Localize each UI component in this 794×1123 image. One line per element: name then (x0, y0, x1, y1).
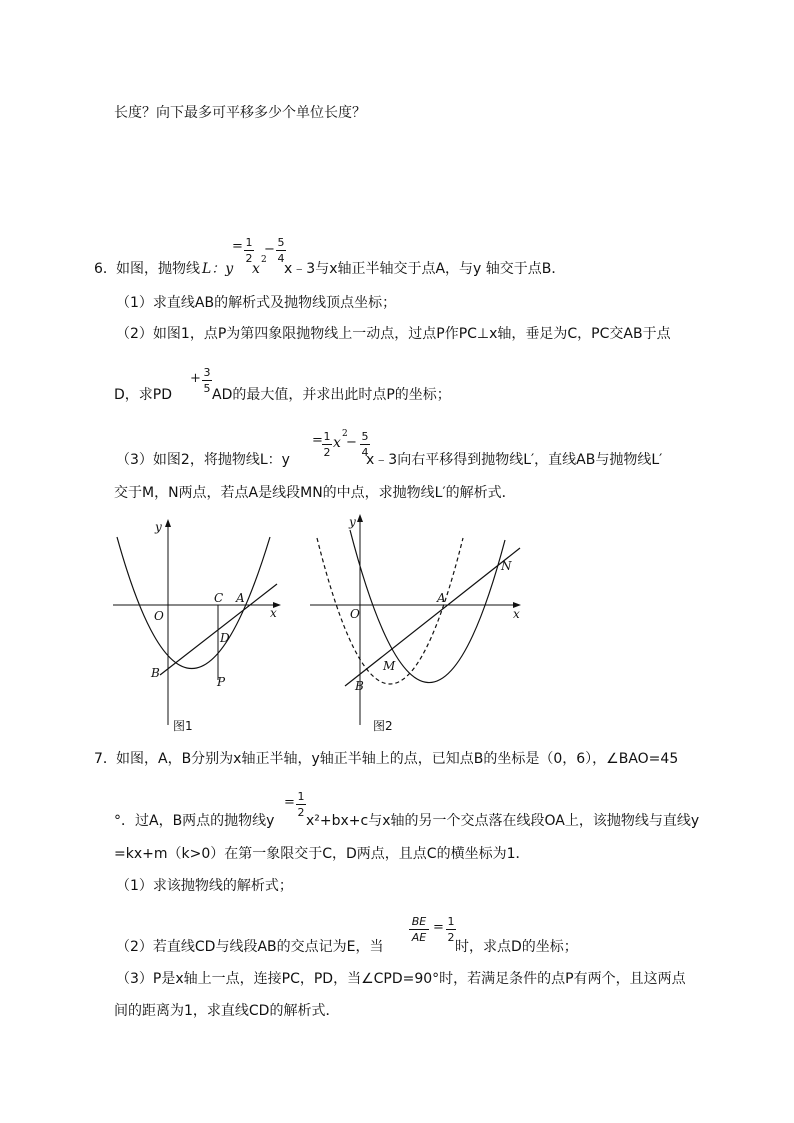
q6-part3-frac-half: 1 2 (323, 430, 331, 459)
fig1-label-x: x (270, 606, 277, 620)
fig2-label-x: x (513, 607, 520, 621)
q7-number: 7． (94, 751, 117, 767)
fig2-label-y: y (349, 515, 356, 529)
q6-part2-line1: （2）如图1，点P为第四象限抛物线上一动点，过点P作PC⊥x轴，垂足为C，PC交AB于点 (116, 326, 671, 342)
fig1-label-D: D (220, 631, 230, 645)
q7-line3: =kx+m（k>0）在第一象限交于C，D两点，且点C的横坐标为1． (114, 846, 530, 862)
q7-equals: = (284, 795, 295, 810)
fig2-y-arrow (357, 514, 363, 522)
top-text-line: 长度？向下最多可平移多少个单位长度？ (114, 105, 366, 121)
q6-frac-five-fourths: 5 4 (277, 236, 285, 265)
q6-part3-line1-a: （3）如图2，将抛物线L：y (116, 452, 290, 468)
q6-part3-minus: − (346, 435, 357, 450)
q7-line2-a: °．过A，B两点的抛物线y (114, 813, 275, 829)
q6-minus: − (264, 242, 275, 257)
fig2-label-O: O (350, 607, 360, 621)
q7-part3-line2: 间的距离为1，求直线CD的解析式． (114, 1003, 340, 1019)
q6-part3-line2: 交于M，N两点，若点A是线段MN的中点，求抛物线L′的解析式． (114, 485, 516, 501)
q6-part3-line1-tail: x﹣3向右平移得到抛物线L′，直线AB与抛物线L′ (366, 452, 663, 468)
q7-part2-tail: 时，求点D的坐标； (455, 939, 578, 955)
q7-frac-BE-AE: BE AE (409, 915, 429, 944)
fig1-label-B: B (151, 666, 160, 680)
q6-number: 6． (94, 261, 117, 277)
q7-part2-a: （2）若直线CD与线段AB的交点记为E，当 (116, 939, 384, 955)
q6-part3-equals: = (312, 433, 323, 448)
q6-frac-three-fifths: 3 5 (203, 366, 211, 395)
q6-equals: = (232, 239, 243, 254)
fig1-label-A: A (236, 591, 245, 605)
q7-part1: （1）求该抛物线的解析式； (116, 878, 293, 894)
fig1-label-y: y (155, 520, 162, 534)
q6-exponent: 2 (261, 255, 267, 265)
fig2-line-AB (345, 548, 520, 686)
fig2-label-A: A (437, 591, 446, 605)
q7-line1: 如图，A，B分别为x轴正半轴，y轴正半轴上的点，已知点B的坐标是（0，6），∠BAO=45 (116, 751, 679, 767)
fig1-y-arrow (165, 519, 171, 527)
q7-line2-b: x²+bx+c与x轴的另一个交点落在线段OA上，该抛物线与直线y (306, 813, 700, 829)
fig2-label-B: B (355, 679, 364, 693)
q7-frac-half-2: 1 2 (447, 915, 455, 944)
q6-plus: + (190, 371, 201, 386)
figure-1 (105, 515, 285, 740)
q7-ratio-equals: = (433, 920, 444, 935)
fig2-parabola-L-prime (350, 530, 505, 683)
fig2-label-N: N (501, 559, 512, 573)
fig1-label-O: O (154, 609, 164, 623)
q6-x: x (252, 261, 260, 277)
q6-part3-frac-five-fourths: 5 4 (361, 430, 369, 459)
q7-frac-half: 1 2 (297, 790, 305, 819)
q6-part1: （1）求直线AB的解析式及抛物线顶点坐标； (116, 295, 397, 311)
fig2-label-M: M (383, 659, 396, 673)
q6-part2-line2: D，求PD (114, 387, 173, 403)
fig1-label-C: C (214, 591, 224, 605)
fig1-caption: 图1 (173, 719, 193, 733)
q7-part3-line1: （3）P是x轴上一点，连接PC，PD，当∠CPD=90°时，若满足条件的点P有两个，且这两点 (116, 971, 686, 987)
q6-frac-half: 1 2 (245, 236, 253, 265)
q6-intro: 如图，抛物线 (116, 261, 200, 277)
q6-parabola-label: L：y (202, 261, 234, 277)
q6-intro-tail: x﹣3与x轴正半轴交于点A，与y 轴交于点B． (284, 261, 566, 277)
q6-part3-x: x (333, 435, 341, 451)
q6-part2-tail: AD的最大值，并求出此时点P的坐标； (212, 387, 451, 403)
fig1-label-P: P (217, 675, 226, 689)
fig2-caption: 图2 (373, 719, 393, 733)
q6-part3-exponent: 2 (342, 429, 348, 439)
figure-2 (305, 510, 530, 740)
